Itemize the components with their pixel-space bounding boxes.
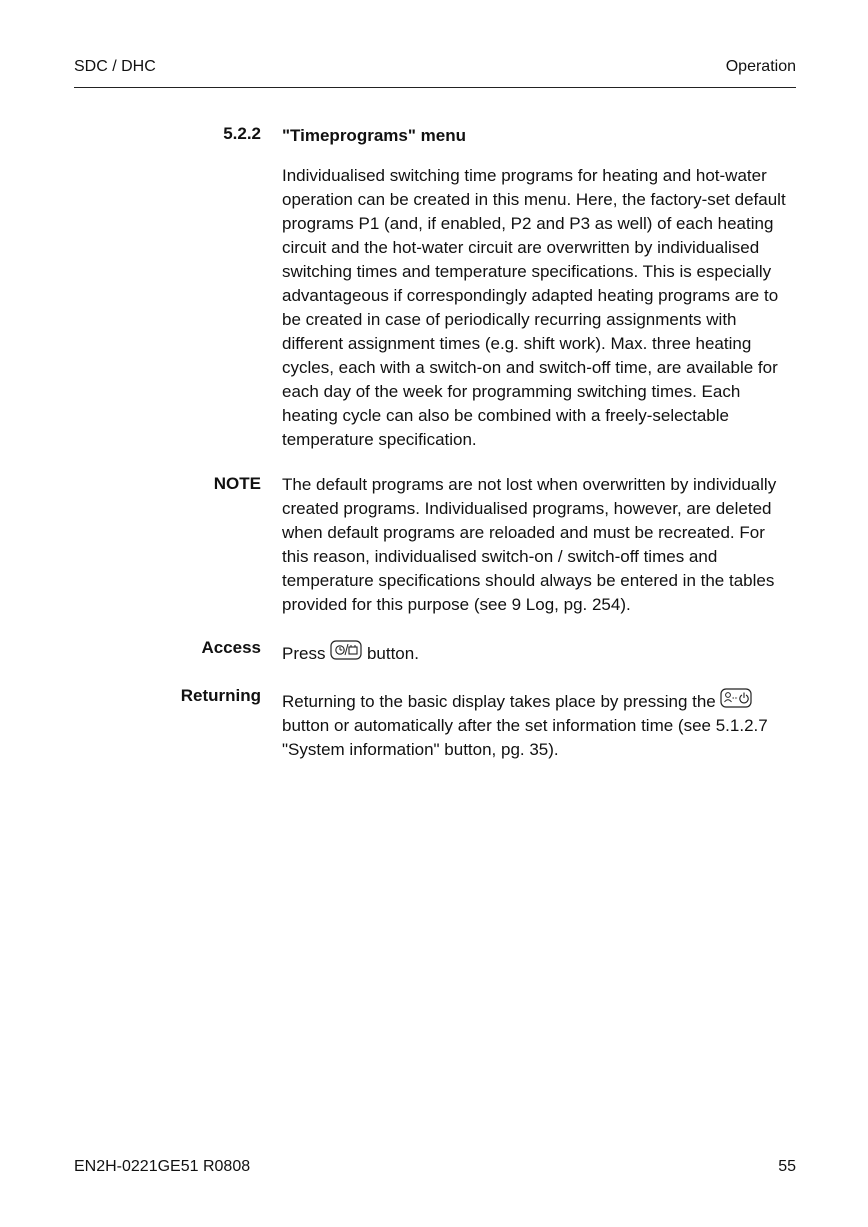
footer-page-number: 55 bbox=[778, 1158, 796, 1175]
access-text bbox=[282, 640, 796, 666]
note-text: The default programs are not lost when overwritten by individually created programs. Individualised programs, however, are deleted when default programs are reloaded and must be recreated. For this reason, individualised switch-on / switch-off times and temperature specifications should always be entered in the tables provided for this purpose (see 9 Log, pg. 254). bbox=[282, 475, 777, 614]
access-label: Access bbox=[201, 638, 261, 657]
header-left-text: SDC / DHC bbox=[74, 58, 156, 75]
access-text-after: button. bbox=[366, 644, 419, 663]
header-right-text: Operation bbox=[725, 58, 796, 75]
timeprogram-button-icon bbox=[330, 640, 362, 660]
running-header bbox=[74, 56, 796, 88]
returning-text-before: Returning to the basic display takes place by pressing the bbox=[282, 692, 716, 711]
return-button-icon bbox=[720, 688, 752, 708]
section-title: "Timeprograms" menu bbox=[282, 126, 466, 145]
returning-text-after: button or automatically after the set information time (see 5.1.2.7 "System information" button, pg. 35). bbox=[282, 716, 768, 759]
footer-document-code: EN2H-0221GE51 R0808 bbox=[74, 1158, 251, 1175]
returning-label: Returning bbox=[180, 686, 261, 705]
access-text-before: Press bbox=[282, 644, 326, 663]
section-body: Individualised switching time programs for heating and hot-water operation can be created in this menu. Here, the factory-set default programs P1 (and, if enabled, P2 and P3 as well) of each heating circuit and the hot-water circuit are overwritten by individualised switching times and temperature specifications. This is especially advantageous if correspondingly adapted heating programs are to be created in case of periodically recurring assignments with different assignment times (e.g. shift work). Max. three heating cycles, each with a switch-on and switch-off time, are available for each day of the week for programming switching times. Each heating cycle can also be combined with a freely-selectable temperature specification. bbox=[282, 166, 786, 449]
returning-text bbox=[282, 688, 796, 762]
section-number: 5.2.2 bbox=[223, 124, 261, 143]
note-label: NOTE bbox=[213, 474, 261, 493]
